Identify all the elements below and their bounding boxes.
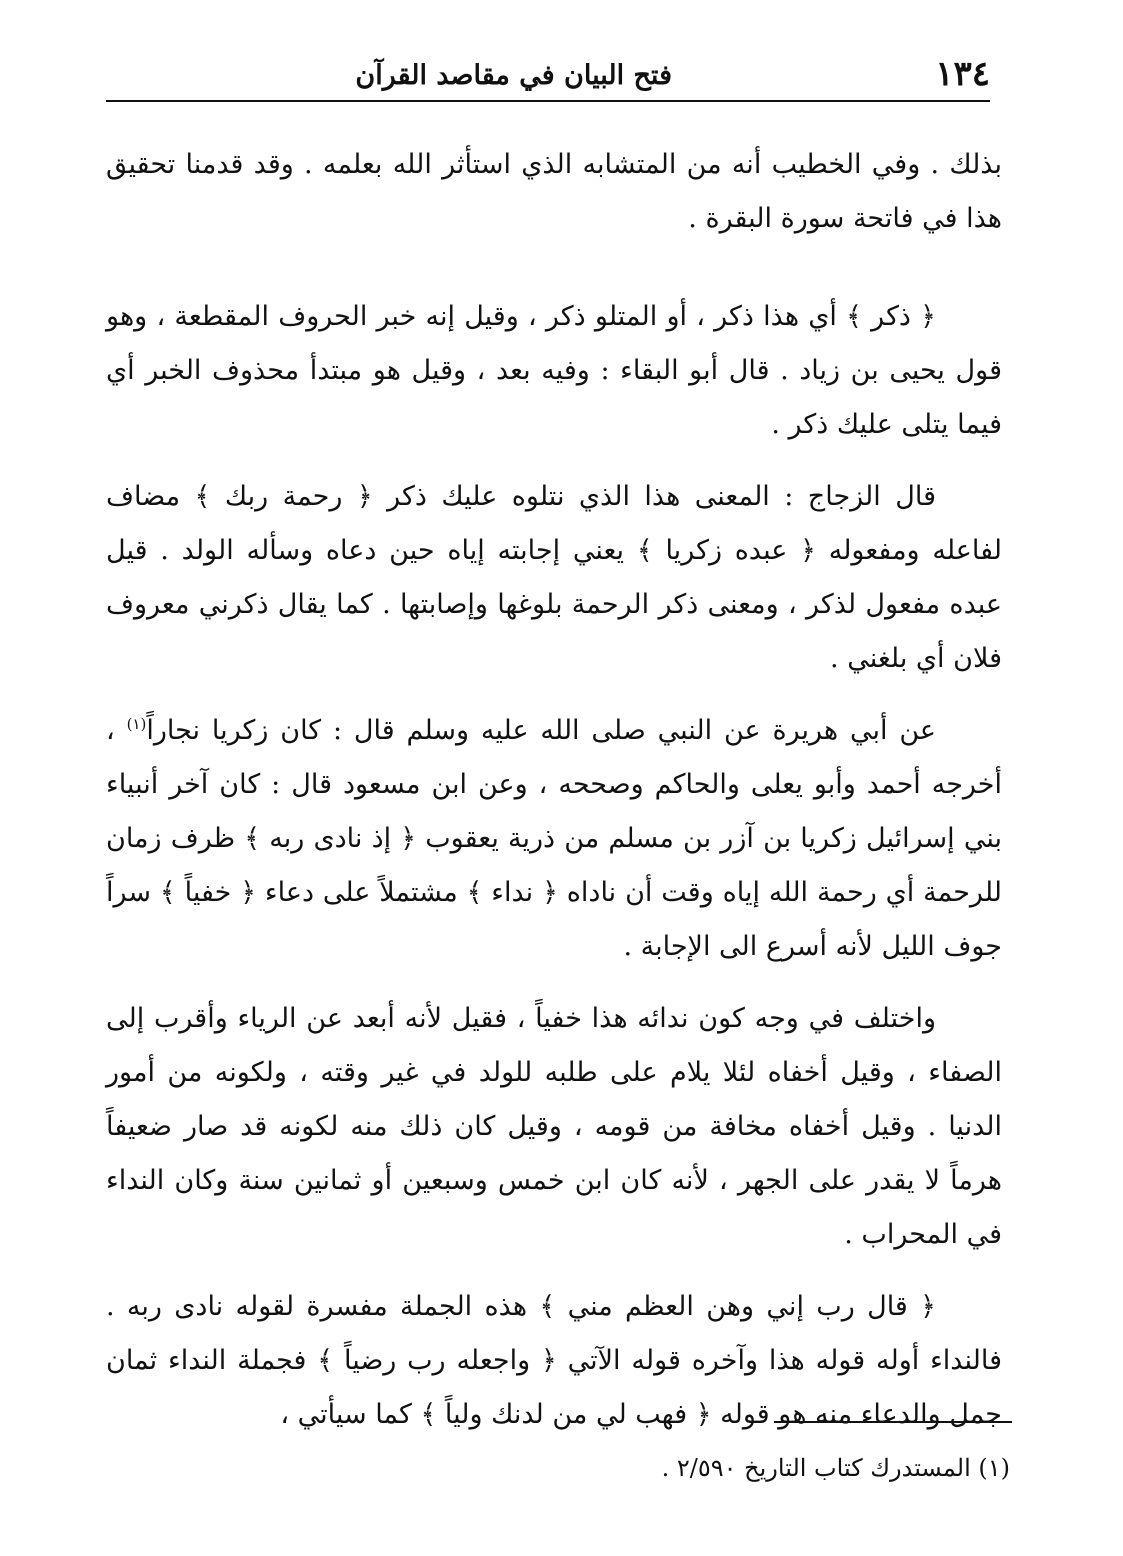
page-header: [108, 48, 990, 100]
footnote-rule: [774, 1421, 1012, 1423]
page-number: ١٣٤: [935, 54, 990, 94]
paragraph-4-text-end: ، أخرجه أحمد وأبو يعلى والحاكم وصححه ، وعن ابن مسعود قال : كان آخر أنبياء بني إسرائيل زكريا بن آزر بن مسلم من ذرية يعقوب ﴿ إذ نادى ربه ﴾ ظرف زمان للرحمة أي رحمة الله إياه وقت أن ناداه ﴿ نداء ﴾ مشتملاً على دعاء ﴿ خفياً ﴾ سراً جوف الليل لأنه أسرع الى الإجابة .: [106, 715, 1002, 962]
paragraph-5: واختلف في وجه كون ندائه هذا خفياً ، فقيل لأنه أبعد عن الرياء وأقرب إلى الصفاء ، وقيل أخفاه لئلا يلام على طلبه للولد في غير وقته ، ولكونه من أمور الدنيا . وقيل أخفاه مخافة من قومه ، وقيل كان ذلك منه لكونه قد صار ضعيفاً هرماً لا يقدر على الجهر ، لأنه كان ابن خمس وسبعين أو ثمانين سنة وكان النداء في المحراب .: [106, 1003, 1002, 1250]
footnote-marker: (١): [126, 715, 147, 733]
header-rule: [106, 100, 990, 102]
paragraph-1: بذلك . وفي الخطيب أنه من المتشابه الذي استأثر الله بعلمه . وقد قدمنا تحقيق هذا في فاتحة سورة البقرة .: [106, 149, 1002, 234]
main-text: [106, 138, 1002, 1442]
paragraph-2: ﴿ ذكر ﴾ أي هذا ذكر ، أو المتلو ذكر ، وقيل إنه خبر الحروف المقطعة ، وهو قول يحيى بن زياد . قال أبو البقاء : وفيه بعد ، وقيل هو مبتدأ محذوف الخبر أي فيما يتلى عليك ذكر .: [106, 301, 1002, 440]
paragraph-3: قال الزجاج : المعنى هذا الذي نتلوه عليك ذكر ﴿ رحمة ربك ﴾ مضاف لفاعله ومفعوله ﴿ عبده زكريا ﴾ يعني إجابته إياه حين دعاه وسأله الولد . قيل عبده مفعول لذكر ، ومعنى ذكر الرحمة بلوغها وإصابتها . كما يقال ذكرني معروف فلان أي بلغني .: [106, 481, 1002, 674]
footnote: (١) المستدرك كتاب التاريخ ٢/٥٩٠ .: [661, 1454, 1010, 1482]
paragraph-6: ﴿ قال رب إني وهن العظم مني ﴾ هذه الجملة مفسرة لقوله نادى ربه . فالنداء أوله قوله هذا وآخره قوله الآتي ﴿ واجعله رب رضياً ﴾ فجملة النداء ثمان جمل والدعاء منه هو قوله ﴿ فهب لي من لدنك ولياً ﴾ كما سيأتي ،: [106, 1291, 1002, 1430]
paragraph-4: [106, 704, 1002, 974]
running-title: فتح البيان في مقاصد القرآن: [355, 60, 672, 91]
paragraph-4-text-start: عن أبي هريرة عن النبي صلى الله عليه وسلم قال : كان زكريا نجاراً: [146, 715, 936, 746]
